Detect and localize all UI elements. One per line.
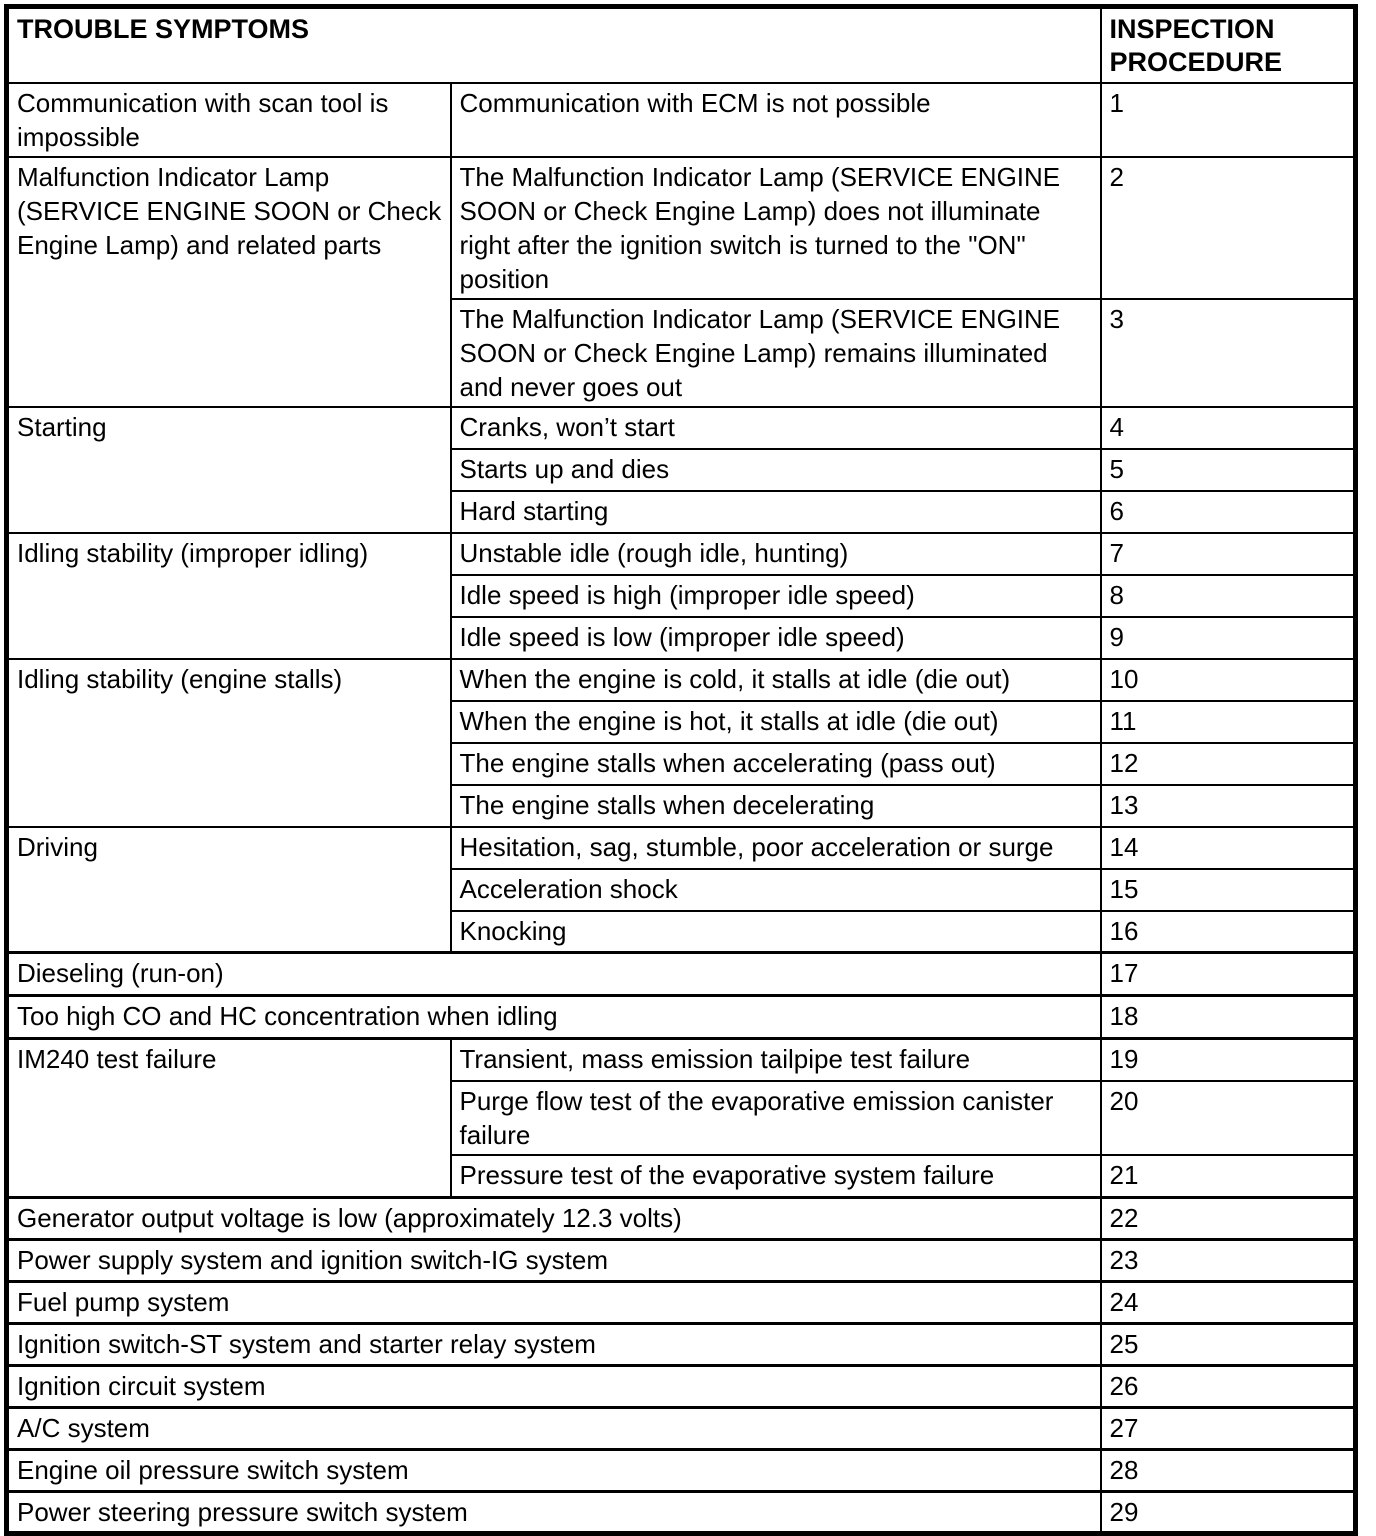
- procedure-cell: 4: [1101, 407, 1356, 449]
- table-row: [7, 157, 1356, 299]
- symptom-cell: The Malfunction Indicator Lamp (SERVICE ENGINE SOON or Check Engine Lamp) does not illuminate right after the ignition switch is turned to the "ON" position: [451, 157, 1101, 299]
- symptom-cell: Unstable idle (rough idle, hunting): [451, 533, 1101, 575]
- table-row: [7, 659, 1356, 701]
- procedure-cell: 12: [1101, 743, 1356, 785]
- procedure-cell: 27: [1101, 1408, 1356, 1450]
- procedure-cell: 21: [1101, 1155, 1356, 1198]
- symptom-group-cell: Idling stability (engine stalls): [7, 659, 451, 827]
- symptom-group-cell: Starting: [7, 407, 451, 533]
- symptom-cell: Acceleration shock: [451, 869, 1101, 911]
- table-row: [7, 1450, 1356, 1492]
- table-row: [7, 407, 1356, 449]
- procedure-cell: 15: [1101, 869, 1356, 911]
- symptom-cell: Hard starting: [451, 491, 1101, 533]
- procedure-cell: 8: [1101, 575, 1356, 617]
- symptom-cell: The Malfunction Indicator Lamp (SERVICE ENGINE SOON or Check Engine Lamp) remains illuminated and never goes out: [451, 299, 1101, 407]
- full-width-symptom-cell: Engine oil pressure switch system: [7, 1450, 1101, 1492]
- symptom-group-cell: Idling stability (improper idling): [7, 533, 451, 659]
- symptom-cell: Hesitation, sag, stumble, poor acceleration or surge: [451, 827, 1101, 869]
- symptom-cell: Idle speed is high (improper idle speed): [451, 575, 1101, 617]
- table-row: [7, 1198, 1356, 1240]
- table-header-row: [7, 7, 1356, 83]
- full-width-symptom-cell: Power supply system and ignition switch-IG system: [7, 1240, 1101, 1282]
- procedure-cell: 24: [1101, 1282, 1356, 1324]
- procedure-cell: 25: [1101, 1324, 1356, 1366]
- procedure-cell: 20: [1101, 1081, 1356, 1155]
- symptom-cell: The engine stalls when decelerating: [451, 785, 1101, 827]
- procedure-cell: 22: [1101, 1198, 1356, 1240]
- table-row: [7, 1366, 1356, 1408]
- symptom-cell: Idle speed is low (improper idle speed): [451, 617, 1101, 659]
- table-row: [7, 1408, 1356, 1450]
- symptom-group-cell: IM240 test failure: [7, 1039, 451, 1198]
- full-width-symptom-cell: Too high CO and HC concentration when idling: [7, 996, 1101, 1039]
- procedure-cell: 28: [1101, 1450, 1356, 1492]
- symptom-group-cell: Malfunction Indicator Lamp (SERVICE ENGINE SOON or Check Engine Lamp) and related parts: [7, 157, 451, 407]
- procedure-cell: 17: [1101, 953, 1356, 996]
- table-row: [7, 996, 1356, 1039]
- procedure-cell: 9: [1101, 617, 1356, 659]
- full-width-symptom-cell: A/C system: [7, 1408, 1101, 1450]
- symptom-cell: Purge flow test of the evaporative emission canister failure: [451, 1081, 1101, 1155]
- symptom-cell: Knocking: [451, 911, 1101, 953]
- table-row: [7, 533, 1356, 575]
- full-width-symptom-cell: Generator output voltage is low (approximately 12.3 volts): [7, 1198, 1101, 1240]
- table-row: [7, 1282, 1356, 1324]
- procedure-cell: 6: [1101, 491, 1356, 533]
- symptom-group-cell: Communication with scan tool is impossible: [7, 83, 451, 157]
- procedure-cell: 10: [1101, 659, 1356, 701]
- table-row: [7, 1039, 1356, 1081]
- header-trouble-symptoms: TROUBLE SYMPTOMS: [7, 7, 1101, 83]
- full-width-symptom-cell: Power steering pressure switch system: [7, 1492, 1101, 1534]
- table-row: [7, 83, 1356, 157]
- table-row: [7, 1492, 1356, 1534]
- procedure-cell: 16: [1101, 911, 1356, 953]
- table-row: [7, 1324, 1356, 1366]
- symptom-group-cell: Driving: [7, 827, 451, 953]
- procedure-cell: 29: [1101, 1492, 1356, 1534]
- procedure-cell: 7: [1101, 533, 1356, 575]
- symptom-cell: When the engine is hot, it stalls at idle (die out): [451, 701, 1101, 743]
- procedure-cell: 11: [1101, 701, 1356, 743]
- symptom-cell: Communication with ECM is not possible: [451, 83, 1101, 157]
- full-width-symptom-cell: Fuel pump system: [7, 1282, 1101, 1324]
- header-inspection-procedure: INSPECTION PROCEDURE: [1101, 7, 1356, 83]
- symptom-cell: When the engine is cold, it stalls at idle (die out): [451, 659, 1101, 701]
- procedure-cell: 14: [1101, 827, 1356, 869]
- table-row: [7, 953, 1356, 996]
- symptom-cell: Transient, mass emission tailpipe test failure: [451, 1039, 1101, 1081]
- procedure-cell: 19: [1101, 1039, 1356, 1081]
- full-width-symptom-cell: Ignition circuit system: [7, 1366, 1101, 1408]
- procedure-cell: 3: [1101, 299, 1356, 407]
- symptom-cell: Starts up and dies: [451, 449, 1101, 491]
- procedure-cell: 18: [1101, 996, 1356, 1039]
- symptom-cell: The engine stalls when accelerating (pass out): [451, 743, 1101, 785]
- table-row: [7, 1240, 1356, 1282]
- full-width-symptom-cell: Dieseling (run-on): [7, 953, 1101, 996]
- procedure-cell: 13: [1101, 785, 1356, 827]
- symptom-cell: Cranks, won’t start: [451, 407, 1101, 449]
- full-width-symptom-cell: Ignition switch-ST system and starter relay system: [7, 1324, 1101, 1366]
- procedure-cell: 26: [1101, 1366, 1356, 1408]
- procedure-cell: 1: [1101, 83, 1356, 157]
- procedure-cell: 5: [1101, 449, 1356, 491]
- procedure-cell: 23: [1101, 1240, 1356, 1282]
- procedure-cell: 2: [1101, 157, 1356, 299]
- symptom-cell: Pressure test of the evaporative system failure: [451, 1155, 1101, 1198]
- trouble-symptoms-table: [4, 4, 1358, 1536]
- table-row: [7, 827, 1356, 869]
